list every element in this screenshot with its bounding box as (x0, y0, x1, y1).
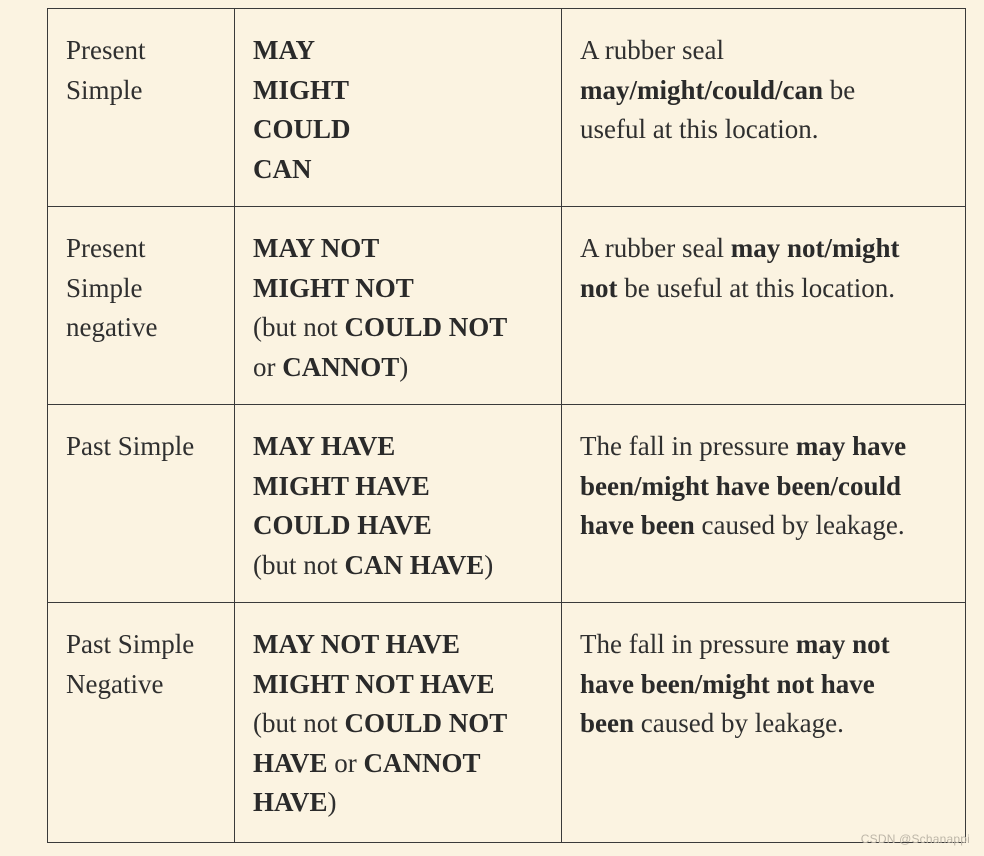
form-line (253, 308, 549, 348)
example-line (580, 31, 953, 71)
bold-text: MAY NOT (253, 233, 380, 263)
bold-text: may not (795, 629, 890, 659)
form-line (253, 783, 549, 823)
bold-text: may have (795, 431, 907, 461)
form-line (253, 110, 549, 150)
tense-line: Simple (66, 74, 143, 105)
plain-text: The fall in pressure (580, 431, 796, 461)
plain-text: ) (399, 351, 409, 382)
bold-text: have been (580, 510, 695, 540)
form-line (253, 744, 549, 784)
plain-text: (but not (253, 708, 345, 738)
bold-text: have been/might not have (580, 668, 875, 699)
tense-line: Past Simple (66, 629, 195, 659)
table-row-past-simple (48, 405, 966, 603)
plain-text: caused by leakage. (694, 510, 905, 540)
example-cell (562, 603, 966, 843)
example-line (580, 625, 953, 665)
example-line (580, 704, 953, 744)
bold-text: MIGHT NOT (253, 272, 414, 303)
example-line (580, 506, 953, 546)
bold-text: not (580, 272, 618, 303)
modal-verbs-table (47, 8, 966, 843)
plain-text: A rubber seal (580, 35, 724, 65)
form-line (253, 150, 549, 190)
plain-text: or (253, 351, 283, 382)
tense-line: Present (66, 35, 146, 65)
forms-cell (235, 603, 562, 843)
tense-line: Present (66, 233, 146, 263)
plain-text: be useful at this location. (617, 272, 895, 303)
example-line (580, 110, 953, 150)
form-line (253, 546, 549, 586)
bold-text: MIGHT HAVE (253, 470, 430, 501)
bold-text: been (580, 708, 634, 738)
bold-text: COULD NOT (344, 708, 508, 738)
plain-text: useful at this location. (580, 114, 819, 144)
form-line (253, 665, 549, 705)
watermark: CSDN @Schanappi (860, 832, 970, 846)
plain-text: A rubber seal (580, 233, 731, 263)
example-cell (562, 9, 966, 207)
bold-text: MAY NOT HAVE (253, 629, 461, 659)
bold-text: COULD HAVE (253, 510, 432, 540)
plain-text: or (327, 747, 364, 778)
bold-text: CANNOT (282, 351, 400, 382)
form-line (253, 348, 549, 388)
tense-line: negative (66, 312, 158, 342)
bold-text: HAVE (253, 787, 328, 817)
tense-line: Simple (66, 272, 143, 303)
table-row-present-simple (48, 9, 966, 207)
plain-text: ) (484, 549, 494, 580)
bold-text: MIGHT (253, 74, 350, 105)
form-line (253, 467, 549, 507)
example-line (580, 427, 953, 467)
bold-text: MIGHT NOT HAVE (253, 668, 495, 699)
form-line (253, 71, 549, 111)
tense-cell (48, 9, 235, 207)
form-line (253, 427, 549, 467)
example-line (580, 467, 953, 507)
tense-cell (48, 207, 235, 405)
forms-cell (235, 405, 562, 603)
bold-text: been/might have been/could (580, 470, 902, 501)
tense-cell (48, 603, 235, 843)
bold-text: HAVE (253, 747, 328, 778)
table-row-present-simple-negative (48, 207, 966, 405)
bold-text: may not/might (730, 233, 900, 263)
bold-text: CAN HAVE (344, 549, 485, 580)
bold-text: COULD NOT (344, 312, 508, 342)
bold-text: MAY (253, 35, 316, 65)
form-line (253, 506, 549, 546)
plain-text: caused by leakage. (634, 708, 844, 738)
plain-text: ) (327, 787, 337, 817)
bold-text: CAN (253, 153, 312, 184)
example-line (580, 269, 953, 309)
example-line (580, 229, 953, 269)
plain-text: be (823, 74, 856, 105)
table-row-past-simple-negative (48, 603, 966, 843)
form-line (253, 229, 549, 269)
form-line (253, 31, 549, 71)
example-cell (562, 207, 966, 405)
example-line (580, 665, 953, 705)
plain-text: The fall in pressure (580, 629, 796, 659)
tense-line: Negative (66, 668, 164, 699)
plain-text: (but not (253, 312, 345, 342)
bold-text: MAY HAVE (253, 431, 396, 461)
plain-text: (but not (253, 549, 345, 580)
form-line (253, 625, 549, 665)
forms-cell (235, 9, 562, 207)
tense-line: Past Simple (66, 431, 195, 461)
example-line (580, 71, 953, 111)
example-cell (562, 405, 966, 603)
form-line (253, 704, 549, 744)
bold-text: CANNOT (363, 747, 481, 778)
form-line (253, 269, 549, 309)
bold-text: COULD (253, 114, 351, 144)
tense-cell (48, 405, 235, 603)
forms-cell (235, 207, 562, 405)
bold-text: may/might/could/can (580, 74, 824, 105)
